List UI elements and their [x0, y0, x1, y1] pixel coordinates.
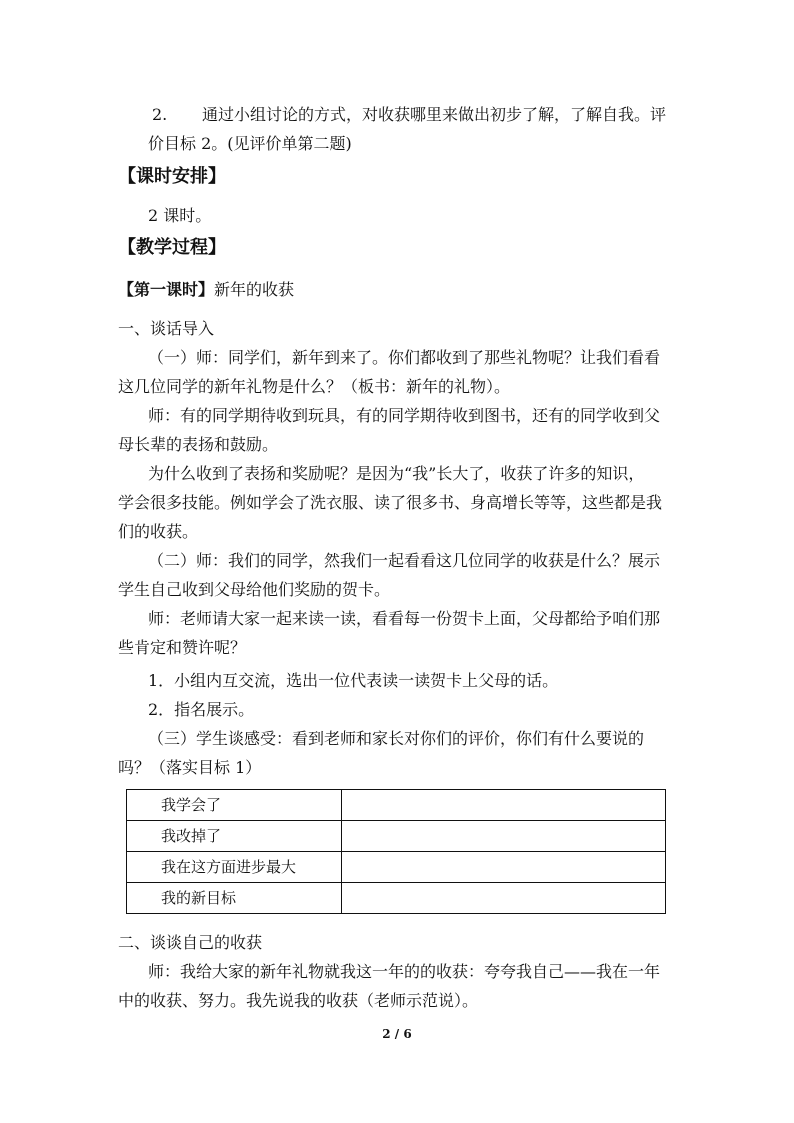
- table-row: [127, 790, 666, 821]
- section1-p4-line2: 学生自己收到父母给他们奖励的贺卡。: [118, 580, 391, 599]
- section1-p5-line1: 师：老师请大家一起来读一读，看看每一份贺卡上面，父母都给予咱们那: [148, 609, 661, 628]
- table-cell-label: 我的新目标: [127, 883, 342, 914]
- lesson1-label: 【第一课时】: [118, 280, 215, 299]
- table-cell-label: 我改掉了: [127, 821, 342, 852]
- schedule-heading: 【课时安排】: [118, 166, 226, 187]
- section1-p6-line1: （三）学生谈感受：看到老师和家长对你们的评价，你们有什么要说的: [148, 729, 645, 748]
- table-cell-label: 我学会了: [127, 790, 342, 821]
- table-cell-label: 我在这方面进步最大: [127, 852, 342, 883]
- goal-item-2-number: 2.: [152, 105, 168, 124]
- goal-item-2-line1: [152, 104, 666, 126]
- table-cell-value: [342, 883, 666, 914]
- section1-p5-line2: 些肯定和赞许呢？: [118, 638, 247, 657]
- goal-item-2-line2: 价目标 2。(见评价单第二题): [148, 134, 352, 153]
- table-cell-value: [342, 852, 666, 883]
- table-row: [127, 883, 666, 914]
- table-cell-value: [342, 821, 666, 852]
- section1-p3-line3: 们的收获。: [118, 522, 199, 541]
- process-heading: 【教学过程】: [118, 237, 226, 258]
- table-cell-value: [342, 790, 666, 821]
- page-number: 2 / 6: [382, 1027, 412, 1041]
- section1-step1: 1．小组内互交流，选出一位代表读一读贺卡上父母的话。: [148, 671, 559, 690]
- table-row: [127, 821, 666, 852]
- section2-p1-line2: 中的收获、努力。我先说我的收获（老师示范说）。: [118, 991, 479, 1010]
- section1-title: 一、谈话导入: [118, 319, 215, 338]
- goal-item-2-text: 通过小组讨论的方式，对收获哪里来做出初步了解，了解自我。评: [202, 105, 667, 124]
- section1-p6-line2: 吗？（落实目标 1）: [118, 758, 262, 777]
- section2-p1-line1: 师：我给大家的新年礼物就我这一年的的收获：夸夸我自己——我在一年: [148, 962, 661, 981]
- section1-p3-line1: 为什么收到了表扬和奖励呢？是因为“我”长大了，收获了许多的知识，: [148, 464, 645, 483]
- schedule-text: 2 课时。: [148, 206, 212, 225]
- section1-p1-line2: 这几位同学的新年礼物是什么？（板书：新年的礼物）。: [118, 377, 511, 396]
- section1-p4-line1: （二）师：我们的同学，然我们一起看看这几位同学的收获是什么？展示: [148, 551, 661, 570]
- section1-p2-line2: 母长辈的表扬和鼓励。: [118, 435, 279, 454]
- section1-p1-line1: （一）师：同学们，新年到来了。你们都收到了那些礼物呢？让我们看看: [148, 348, 661, 367]
- section1-p3-line2: 学会很多技能。例如学会了洗衣服、读了很多书、身高增长等等，这些都是我: [118, 493, 663, 512]
- section2-title: 二、谈谈自己的收获: [118, 933, 263, 952]
- evaluation-table: [126, 789, 666, 914]
- lesson1-heading: [118, 279, 294, 301]
- lesson1-title: 新年的收获: [214, 280, 295, 299]
- section1-step2: 2．指名展示。: [148, 700, 255, 719]
- table-row: [127, 852, 666, 883]
- section1-p2-line1: 师：有的同学期待收到玩具，有的同学期待收到图书，还有的同学收到父: [148, 406, 661, 425]
